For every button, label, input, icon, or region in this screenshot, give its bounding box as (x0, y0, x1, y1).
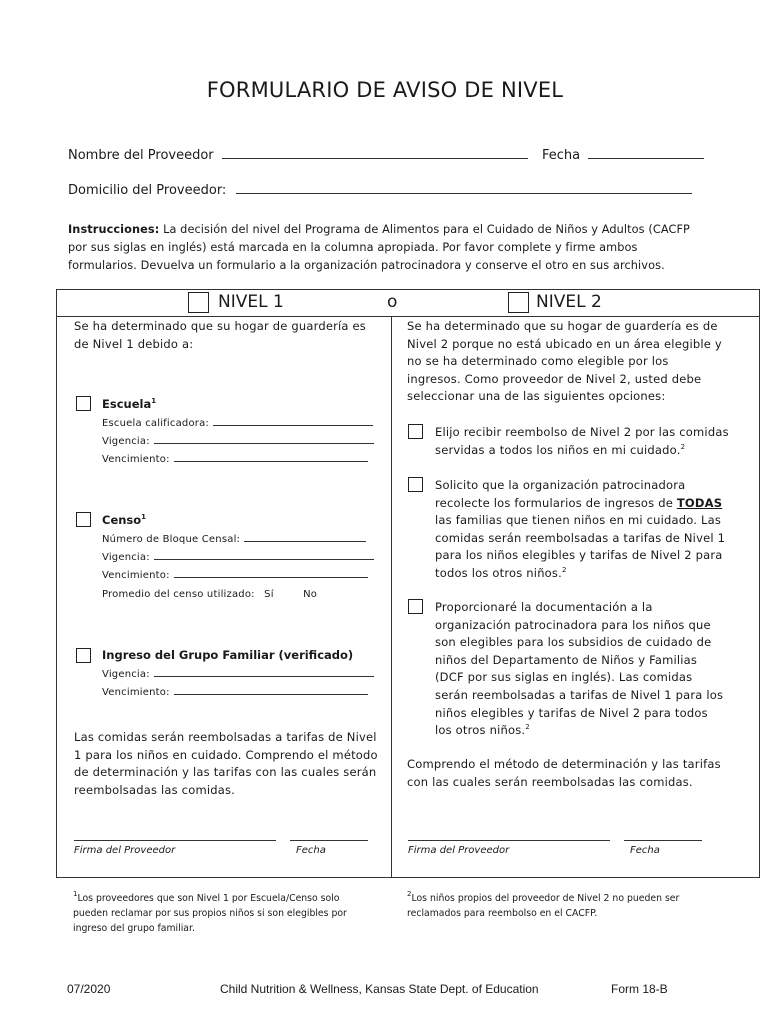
school-qualifying-label: Escuela calificadora: (102, 418, 209, 429)
income-checkbox[interactable] (76, 648, 91, 663)
footnote-2-text: Los niños propios del proveedor de Nivel 2 no pueden ser reclamados para reembolso en el CACFP. (407, 893, 680, 919)
tier2-date-line[interactable] (624, 840, 702, 841)
census-field-block[interactable] (102, 531, 366, 549)
footnote-2-mark: 2 (407, 890, 412, 898)
census-checkbox[interactable] (76, 512, 91, 527)
census-field-expiration[interactable] (102, 567, 368, 585)
option1-text (435, 424, 735, 459)
footnote-1-mark: 1 (73, 890, 78, 898)
tier-column-divider (391, 317, 392, 878)
instructions (68, 221, 708, 275)
census-no-option[interactable]: No (303, 589, 318, 600)
option2-footnote-mark: 2 (561, 565, 567, 574)
tier2-signature-line[interactable] (408, 840, 610, 841)
option3-text (435, 599, 727, 740)
school-footnote-mark: 1 (151, 397, 157, 405)
tier1-intro: Se ha determinado que su hogar de guardería es de Nivel 1 debido a: (74, 319, 366, 351)
instructions-text: La decisión del nivel del Programa de Alimentos para el Cuidado de Niños y Adultos (CACFP por sus siglas en inglés) está marcada en la columna apropiada. Por favor complete y firme ambos formularios. Devuelva un formulario a la organización patrocinadora y conserve el otro en sus archivos. (68, 223, 690, 272)
school-field-effective[interactable] (102, 433, 374, 451)
income-expiration-label: Vencimiento: (102, 687, 170, 698)
tier1-date-line[interactable] (290, 840, 368, 841)
school-label-text: Escuela (102, 397, 152, 411)
option3-footnote-mark: 2 (525, 723, 530, 732)
footer-agency: Child Nutrition & Wellness, Kansas State Dept. of Education (220, 982, 539, 996)
footnote-1 (73, 891, 365, 936)
tier1-date-label: Fecha (296, 845, 326, 856)
census-effective-label: Vigencia: (102, 552, 150, 563)
provider-name-field[interactable] (222, 158, 528, 159)
page-title: FORMULARIO DE AVISO DE NIVEL (206, 78, 564, 102)
tier2-heading: NIVEL 2 (536, 292, 602, 312)
date-field[interactable] (588, 158, 704, 159)
tier2-signature-label: Firma del Proveedor (408, 845, 510, 856)
tier1-heading: NIVEL 1 (218, 292, 284, 312)
school-expiration-label: Vencimiento: (102, 454, 170, 465)
date-row (542, 148, 704, 163)
option1-text-body: Elijo recibir reembolso de Nivel 2 por las comidas servidas a todos los niños en mi cuidado. (435, 425, 729, 457)
census-label (102, 513, 146, 527)
school-label (102, 397, 156, 411)
instructions-label: Instrucciones: (68, 223, 160, 236)
census-field-effective[interactable] (102, 549, 374, 567)
option2-text (435, 477, 727, 583)
census-average-label: Promedio del censo utilizado: (102, 589, 255, 600)
option2-checkbox[interactable] (408, 477, 423, 492)
option2-emphasis: TODAS (676, 495, 723, 510)
option2-text-part1: Solicito que la organización patrocinadora recolecte los formularios de ingresos de (435, 478, 686, 510)
footer-form-number: Form 18-B (611, 982, 668, 996)
school-field-expiration[interactable] (102, 451, 368, 469)
tier2-statement: Comprendo el método de determinación y las tarifas con las cuales serán reembolsadas las comidas. (407, 757, 721, 789)
footer-date: 07/2020 (67, 982, 111, 996)
tier1-checkbox[interactable] (188, 292, 209, 313)
census-yes-option[interactable]: Sí (264, 589, 274, 600)
provider-address-field[interactable] (236, 193, 692, 194)
tier-separator: o (387, 292, 398, 312)
census-block-label: Número de Bloque Censal: (102, 534, 241, 545)
tier1-signature-line[interactable] (74, 840, 276, 841)
census-footnote-mark: 1 (141, 513, 147, 521)
census-average-row (102, 586, 317, 604)
date-label: Fecha (542, 148, 581, 163)
option1-footnote-mark: 2 (680, 442, 686, 451)
tier2-intro: Se ha determinado que su hogar de guardería es de Nivel 2 porque no está ubicado en un área elegible y no se ha determinado como elegible por los ingresos. Como proveedor de Nivel 2, usted debe seleccionar una de las siguientes opciones: (407, 319, 722, 404)
tier1-signature-label: Firma del Proveedor (74, 845, 176, 856)
income-field-effective[interactable] (102, 666, 374, 684)
provider-name-row (68, 148, 528, 163)
school-field-qualifying[interactable] (102, 415, 373, 433)
option1-checkbox[interactable] (408, 424, 423, 439)
option2-text-part2: las familias que tienen niños en mi cuidado. Las comidas serán reembolsadas a tarifas de Nivel 1 para los niños elegibles y tarifas de Nivel 2 para todos los otros niños. (435, 513, 726, 580)
tier1-statement: Las comidas serán reembolsadas a tarifas de Nivel 1 para los niños en cuidado. Comprendo el método de determinación y las tarifas con las cuales serán reembolsadas las comidas. (74, 730, 378, 797)
provider-address-row (68, 183, 692, 198)
provider-name-label: Nombre del Proveedor (68, 148, 214, 163)
provider-address-label: Domicilio del Proveedor: (68, 183, 227, 198)
option3-checkbox[interactable] (408, 599, 423, 614)
tier2-date-label: Fecha (630, 845, 660, 856)
income-label: Ingreso del Grupo Familiar (verificado) (102, 648, 354, 662)
footnote-1-text: Los proveedores que son Nivel 1 por Escuela/Censo solo pueden reclamar por sus propios niños si son elegibles por ingreso del grupo familiar. (73, 893, 347, 934)
census-expiration-label: Vencimiento: (102, 570, 170, 581)
school-effective-label: Vigencia: (102, 436, 150, 447)
census-label-text: Censo (102, 513, 142, 527)
income-effective-label: Vigencia: (102, 669, 150, 680)
footnote-2 (407, 891, 707, 921)
option3-text-body: Proporcionaré la documentación a la organización patrocinadora para los niños que son elegibles para los subsidios de cuidado de niños del Departamento de Niños y Familias (DCF por sus siglas en inglés). Las comidas serán reembolsadas a tarifas de Nivel 1 para los niños elegibles y tarifas de Nivel 2 para todos los otros niños. (435, 600, 724, 738)
tier2-checkbox[interactable] (508, 292, 529, 313)
school-checkbox[interactable] (76, 396, 91, 411)
tier-header-divider (56, 316, 760, 317)
income-field-expiration[interactable] (102, 684, 368, 702)
